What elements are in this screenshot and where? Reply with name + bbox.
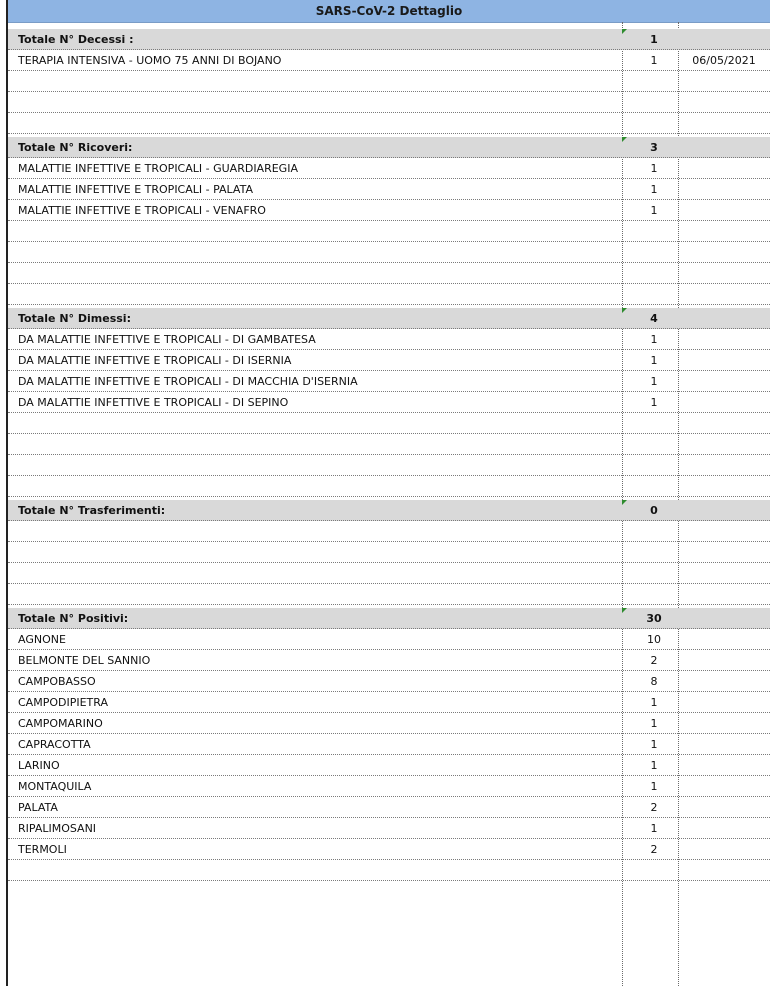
blank-row [8, 476, 770, 497]
blank-row [8, 71, 770, 92]
section-total: 4 [650, 312, 658, 325]
table-row [8, 797, 770, 818]
row-value: 1 [650, 54, 658, 67]
blank-row [8, 434, 770, 455]
row-label: BELMONTE DEL SANNIO [18, 654, 151, 667]
row-value: 1 [650, 717, 658, 730]
section-header-row [8, 137, 770, 158]
table-row [8, 818, 770, 839]
table-row [8, 371, 770, 392]
blank-row [8, 542, 770, 563]
table-row [8, 158, 770, 179]
row-label: LARINO [18, 759, 60, 772]
row-value: 1 [650, 780, 658, 793]
table-row [8, 650, 770, 671]
section-title: Totale N° Trasferimenti: [18, 504, 166, 517]
blank-row [8, 113, 770, 134]
row-value: 1 [650, 162, 658, 175]
section-title: Totale N° Positivi: [18, 612, 129, 625]
table-row [8, 200, 770, 221]
table-row [8, 392, 770, 413]
table-row [8, 734, 770, 755]
blank-row [8, 92, 770, 113]
blank-row [8, 521, 770, 542]
row-value: 1 [650, 183, 658, 196]
table-row [8, 755, 770, 776]
table-row [8, 671, 770, 692]
section-header-row [8, 608, 770, 629]
blank-row [8, 263, 770, 284]
row-value: 1 [650, 696, 658, 709]
blank-row [8, 284, 770, 305]
sheet-title: SARS-CoV-2 Dettaglio [8, 0, 770, 23]
row-value: 8 [650, 675, 658, 688]
row-label: DA MALATTIE INFETTIVE E TROPICALI - DI MACCHIA D'ISERNIA [18, 375, 358, 388]
table-row [8, 329, 770, 350]
row-label: AGNONE [18, 633, 66, 646]
table-row [8, 776, 770, 797]
blank-row [8, 221, 770, 242]
row-label: CAMPOMARINO [18, 717, 103, 730]
row-label: DA MALATTIE INFETTIVE E TROPICALI - DI ISERNIA [18, 354, 292, 367]
table-row [8, 629, 770, 650]
row-value: 1 [650, 354, 658, 367]
table-row [8, 179, 770, 200]
section-title: Totale N° Ricoveri: [18, 141, 133, 154]
table-row [8, 839, 770, 860]
section-total: 30 [646, 612, 662, 625]
row-value: 1 [650, 822, 658, 835]
row-value: 2 [650, 801, 658, 814]
row-value: 1 [650, 396, 658, 409]
table-row [8, 692, 770, 713]
section-total: 3 [650, 141, 658, 154]
table-row [8, 350, 770, 371]
row-label: MONTAQUILA [18, 780, 92, 793]
section-title: Totale N° Dimessi: [18, 312, 131, 325]
row-label: TERMOLI [18, 843, 67, 856]
section-header-row [8, 500, 770, 521]
blank-row [8, 455, 770, 476]
row-date: 06/05/2021 [692, 54, 756, 67]
section-title: Totale N° Decessi : [18, 33, 134, 46]
row-label: MALATTIE INFETTIVE E TROPICALI - PALATA [18, 183, 253, 196]
row-value: 1 [650, 759, 658, 772]
row-value: 10 [647, 633, 661, 646]
section-header-row [8, 308, 770, 329]
row-label: MALATTIE INFETTIVE E TROPICALI - VENAFRO [18, 204, 266, 217]
section-total: 0 [650, 504, 658, 517]
row-label: MALATTIE INFETTIVE E TROPICALI - GUARDIAREGIA [18, 162, 298, 175]
row-value: 1 [650, 375, 658, 388]
row-label: PALATA [18, 801, 58, 814]
blank-row [8, 413, 770, 434]
row-value: 1 [650, 738, 658, 751]
row-label: TERAPIA INTENSIVA - UOMO 75 ANNI DI BOJANO [18, 54, 282, 67]
table-row [8, 50, 770, 71]
section-header-row [8, 29, 770, 50]
blank-row [8, 584, 770, 605]
row-label: CAMPODIPIETRA [18, 696, 108, 709]
row-label: DA MALATTIE INFETTIVE E TROPICALI - DI SEPINO [18, 396, 289, 409]
section-total: 1 [650, 33, 658, 46]
table-row [8, 713, 770, 734]
row-value: 1 [650, 204, 658, 217]
blank-row [8, 860, 770, 881]
row-label: CAPRACOTTA [18, 738, 91, 751]
row-label: DA MALATTIE INFETTIVE E TROPICALI - DI GAMBATESA [18, 333, 316, 346]
blank-row [8, 563, 770, 584]
row-label: CAMPOBASSO [18, 675, 96, 688]
row-value: 1 [650, 333, 658, 346]
row-value: 2 [650, 843, 658, 856]
row-value: 2 [650, 654, 658, 667]
row-label: RIPALIMOSANI [18, 822, 97, 835]
blank-row [8, 242, 770, 263]
